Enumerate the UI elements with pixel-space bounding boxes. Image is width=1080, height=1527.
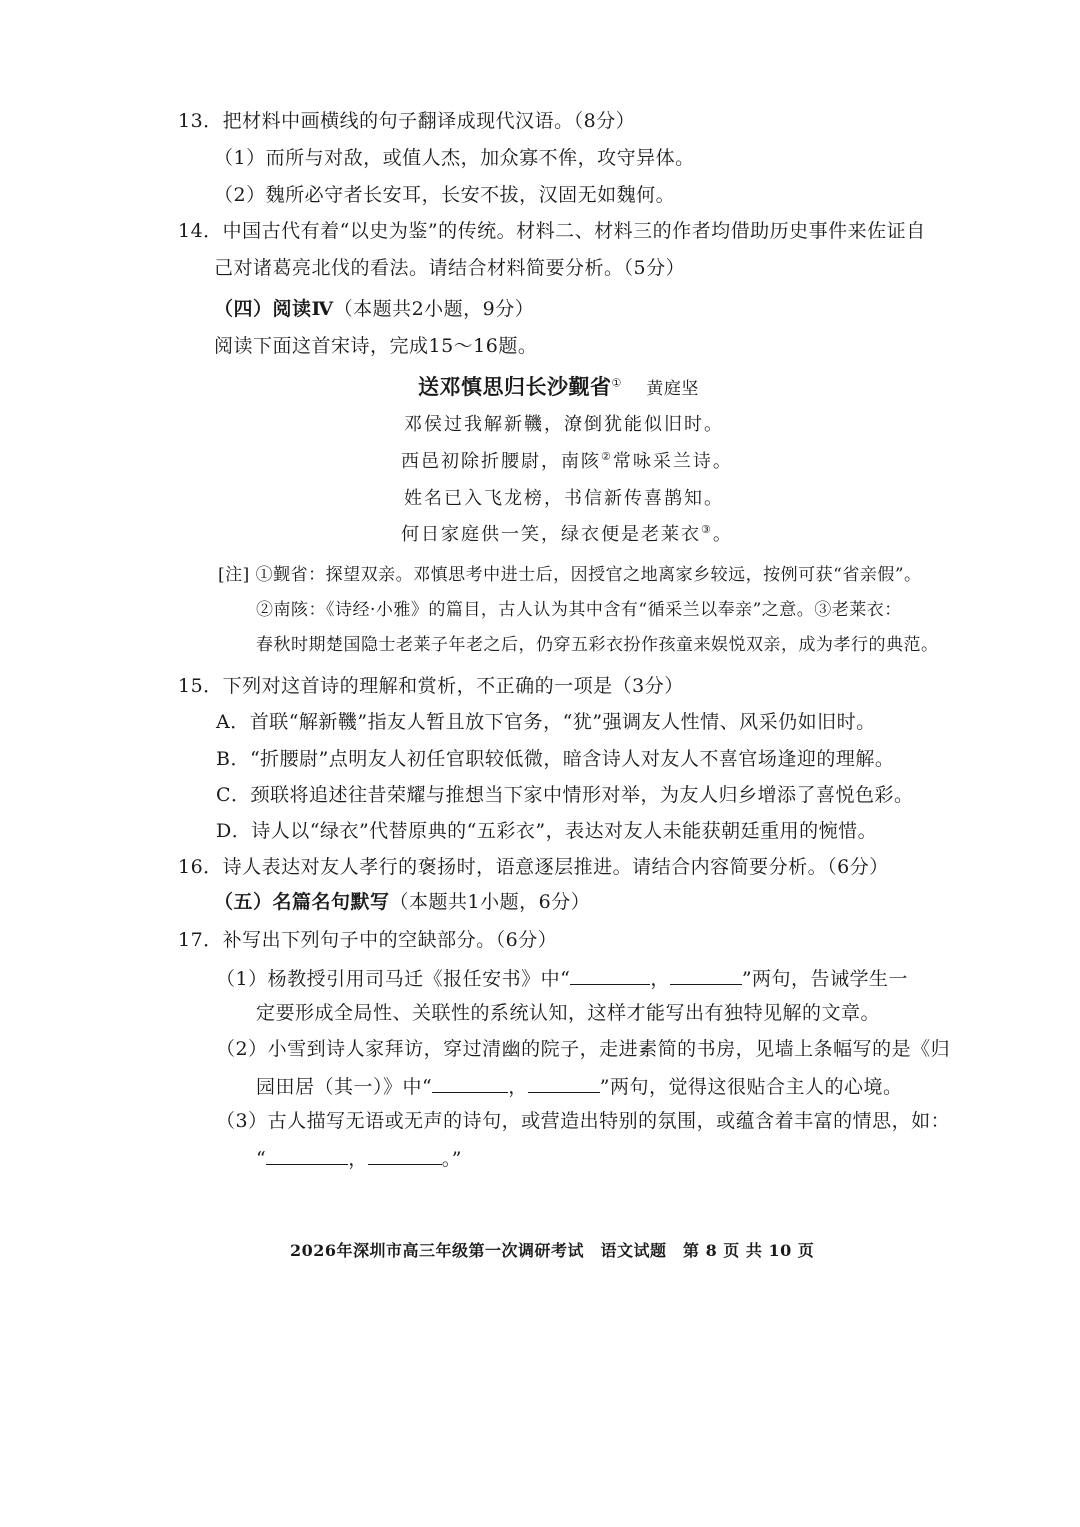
poem-line-2-part-b: 常咏采兰诗。 (612, 451, 733, 472)
section-4-detail: （本题共2小题，9分） (333, 298, 535, 320)
q17-item-3-comma: ， (348, 1148, 368, 1170)
section-4-heading (214, 296, 534, 322)
q15-option-c: C．颈联将追述往昔荣耀与推想当下家中情形对举，为友人归乡增添了喜悦色彩。 (216, 784, 914, 806)
note-line-2: ②南陔：《诗经·小雅》的篇目，古人认为其中含有“循采兰以奉亲”之意。③老莱衣： (256, 600, 902, 620)
q17-blank-4[interactable] (528, 1072, 600, 1093)
q17-blank-2[interactable] (670, 964, 742, 985)
q13-sentence-2: （2）魏所必守者长安耳，长安不拔，汉固无如魏何。 (214, 184, 676, 206)
q17-item-1-continued: 定要形成全局性、关联性的系统认知，这样才能写出有独特见解的文章。 (256, 1002, 881, 1024)
page-footer: 2026年深圳市高三年级第一次调研考试 语文试题 第 8 页 共 10 页 (290, 1241, 815, 1260)
q17-stem: 17．补写出下列句子中的空缺部分。（6分） (178, 929, 558, 951)
q13-stem: 13．把材料中画横线的句子翻译成现代汉语。（8分） (178, 110, 636, 132)
q17-blank-6[interactable] (368, 1144, 442, 1165)
q17-item-2-text-a: 园田居（其一）》中“ (256, 1076, 433, 1098)
q17-item-2-continued (256, 1072, 902, 1100)
poem-line-3: 姓名已入飞龙榜，书信新传喜鹊知。 (404, 488, 724, 509)
q13-sentence-1: （1）而所与对敌，或值人杰，加众寡不侔，攻守异体。 (214, 147, 695, 169)
q17-item-1-text-b: ”两句，告诫学生一 (741, 968, 909, 990)
poem-line-1: 邓侯过我解新鞿，潦倒犹能似旧时。 (404, 414, 724, 435)
section-5-title: （五）名篇名句默写 (214, 891, 390, 913)
q15-option-a: A．首联“解新鞿”指友人暂且放下官务，“犹”强调友人性情、风采仍如旧时。 (216, 711, 876, 733)
poem-line-2-part-a: 西邑初除折腰尉，南陔 (401, 451, 601, 472)
q17-item-1-text-a: （1）杨教授引用司马迁《报任安书》中“ (216, 968, 571, 990)
section-5-heading (214, 889, 590, 915)
q14-stem-line-2: 己对诸葛亮北伐的看法。请结合材料简要分析。（5分） (214, 257, 686, 279)
q17-item-3-open-quote: “ (256, 1148, 267, 1170)
poem-line-4-footnote: ③ (701, 523, 713, 536)
section-5-detail: （本题共1小题，6分） (389, 891, 591, 913)
q15-option-b: B．“折腰尉”点明友人初任官职较低微，暗含诗人对友人不喜官场逢迎的理解。 (216, 748, 895, 770)
q17-item-2-comma: ， (508, 1076, 528, 1098)
q17-item-2-text-b: ”两句，觉得这很贴合主人的心境。 (599, 1076, 903, 1098)
q17-item-3-continued (256, 1144, 462, 1172)
q17-item-1 (216, 964, 908, 992)
q17-blank-3[interactable] (432, 1072, 508, 1093)
poem-title: 送邓慎思归长沙觐省 (418, 374, 612, 399)
q16-stem: 16．诗人表达对友人孝行的褒扬时，语意逐层推进。请结合内容简要分析。（6分） (178, 856, 889, 878)
poem-author: 黄庭坚 (646, 379, 699, 399)
q15-option-d: D．诗人以“绿衣”代替原典的“五彩衣”，表达对友人未能获朝廷重用的惋惜。 (216, 820, 878, 842)
q17-item-1-comma: ， (650, 968, 670, 990)
q15-stem: 15．下列对这首诗的理解和赏析，不正确的一项是（3分） (178, 675, 684, 697)
q17-item-3-close: 。” (441, 1148, 462, 1170)
note-line-3: 春秋时期楚国隐士老莱子年老之后，仍穿五彩衣扮作孩童来娱悦双亲，成为孝行的典范。 (256, 635, 939, 655)
poem-line-4 (401, 522, 733, 548)
q17-item-3: （3）古人描写无语或无声的诗句，或营造出特别的氛围，或蕴含着丰富的情思，如： (216, 1110, 951, 1132)
q17-blank-5[interactable] (266, 1144, 348, 1165)
poem-line-2-footnote: ② (601, 450, 613, 463)
poem-title-line (418, 374, 699, 402)
section-4-instruction: 阅读下面这首宋诗，完成15～16题。 (214, 335, 538, 357)
poem-line-2 (401, 449, 733, 475)
note-line-1: [注] ①觐省：探望双亲。邓慎思考中进士后，因授官之地离家乡较远，按例可获“省亲假”。 (218, 565, 922, 585)
q17-blank-1[interactable] (570, 964, 650, 985)
poem-line-4-part-a: 何日家庭供一笑，绿衣便是老莱衣 (401, 524, 701, 545)
q17-item-2: （2）小雪到诗人家拜访，穿过清幽的院子，走进素简的书房，见墙上条幅写的是《归 (216, 1038, 951, 1060)
section-4-title: （四）阅读Ⅳ (214, 298, 334, 320)
poem-line-4-part-b: 。 (712, 524, 733, 545)
q14-stem-line-1: 14．中国古代有着“以史为鉴”的传统。材料二、材料三的作者均借助历史事件来佐证自 (178, 220, 926, 242)
poem-title-footnote: ① (611, 376, 622, 390)
